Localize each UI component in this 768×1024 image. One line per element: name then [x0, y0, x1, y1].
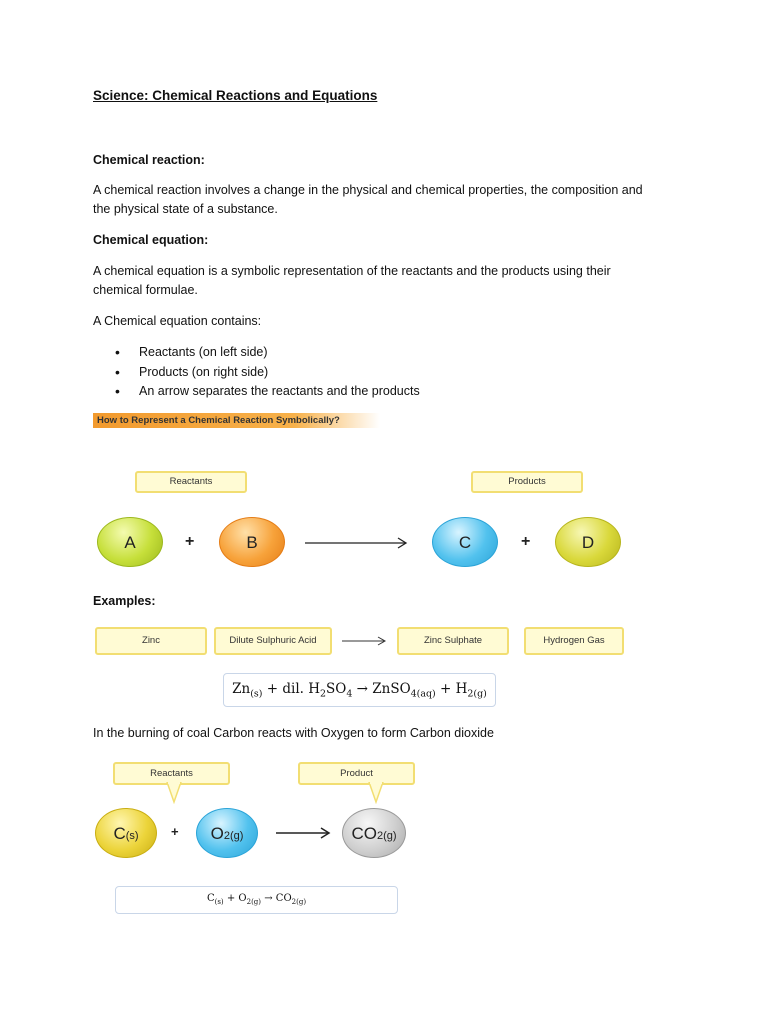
eq-arrow: →	[264, 893, 273, 904]
reactants-label: Reactants	[113, 762, 230, 785]
coal-burning-text: In the burning of coal Carbon reacts with Oxygen to form Carbon dioxide	[93, 726, 494, 740]
reaction-text-line-2: the physical state of a substance.	[93, 202, 278, 216]
hydrogen-gas-box: Hydrogen Gas	[524, 627, 624, 655]
eq-text: O	[238, 893, 247, 904]
diagram-banner: How to Represent a Chemical Reaction Symbolically?	[93, 413, 380, 428]
zinc-box: Zinc	[95, 627, 207, 655]
carbon-dioxide-state: 2(g)	[376, 830, 397, 842]
list-item: • An arrow separates the reactants and the products	[93, 382, 420, 402]
equation-text-line-1: A chemical equation is a symbolic representation of the reactants and the products using their	[93, 264, 611, 278]
contains-heading: A Chemical equation contains:	[93, 314, 262, 328]
reactants-label: Reactants	[135, 471, 247, 493]
eq-text: C	[206, 893, 215, 904]
eq-text: CO	[275, 893, 292, 904]
products-label: Products	[471, 471, 583, 493]
eq-text: SO	[326, 681, 347, 697]
reaction-heading: Chemical reaction:	[93, 153, 205, 167]
eq-text: +	[440, 681, 452, 697]
plus-sign: +	[521, 533, 531, 550]
eq-sub: 2(g)	[291, 898, 307, 906]
product-d-ball: D	[555, 517, 621, 567]
zinc-sulphate-box: Zinc Sulphate	[397, 627, 509, 655]
list-item: • Products (on right side)	[93, 363, 420, 383]
product-c-ball: C	[432, 517, 498, 567]
equation-heading: Chemical equation:	[93, 233, 209, 247]
callout-pointer-icon	[368, 782, 384, 804]
reactant-b-ball: B	[219, 517, 285, 567]
eq-text: dil. H	[282, 681, 321, 697]
eq-text: +	[226, 893, 236, 904]
callout-pointer-icon	[166, 782, 182, 804]
equation-text-line-2: chemical formulae.	[93, 283, 198, 297]
reactant-a-ball: A	[97, 517, 163, 567]
plus-sign: +	[185, 533, 195, 550]
product-label: Product	[298, 762, 415, 785]
carbon-dioxide-symbol: CO	[351, 824, 377, 843]
page-title: Science: Chemical Reactions and Equations	[93, 88, 378, 103]
carbon-ball	[95, 808, 157, 858]
eq-sub: (s)	[214, 898, 224, 906]
eq-sub: 2(g)	[246, 898, 262, 906]
eq-sub: 2	[320, 688, 327, 700]
examples-heading: Examples:	[93, 594, 156, 608]
carbon-state: (s)	[125, 830, 139, 842]
carbon-dioxide-ball	[342, 808, 406, 858]
oxygen-ball	[196, 808, 258, 858]
eq-sub: (s)	[250, 688, 263, 700]
eq-arrow: →	[356, 681, 368, 697]
reaction-arrow-icon	[342, 635, 388, 647]
eq-text: ZnSO	[372, 681, 411, 697]
eq-sub: 4(aq)	[410, 688, 436, 700]
reaction-text-line-1: A chemical reaction involves a change in the physical and chemical properties, the composition and	[93, 183, 643, 197]
plus-sign: +	[171, 824, 179, 839]
reaction-arrow-icon	[305, 536, 410, 550]
eq-sub: 2(g)	[467, 688, 487, 700]
oxygen-symbol: O	[210, 824, 224, 843]
eq-text: +	[266, 681, 279, 697]
list-item: • Reactants (on left side)	[93, 343, 420, 363]
carbon-equation	[115, 886, 398, 914]
zinc-equation	[223, 673, 496, 707]
dilute-sulphuric-acid-box: Dilute Sulphuric Acid	[214, 627, 332, 655]
eq-text: H	[455, 681, 468, 697]
carbon-symbol: C	[113, 824, 126, 843]
contents-list	[93, 343, 420, 402]
eq-sub: 4	[346, 688, 353, 700]
eq-text: Zn	[232, 681, 251, 697]
oxygen-state: 2(g)	[223, 830, 244, 842]
reaction-arrow-icon	[276, 826, 332, 840]
